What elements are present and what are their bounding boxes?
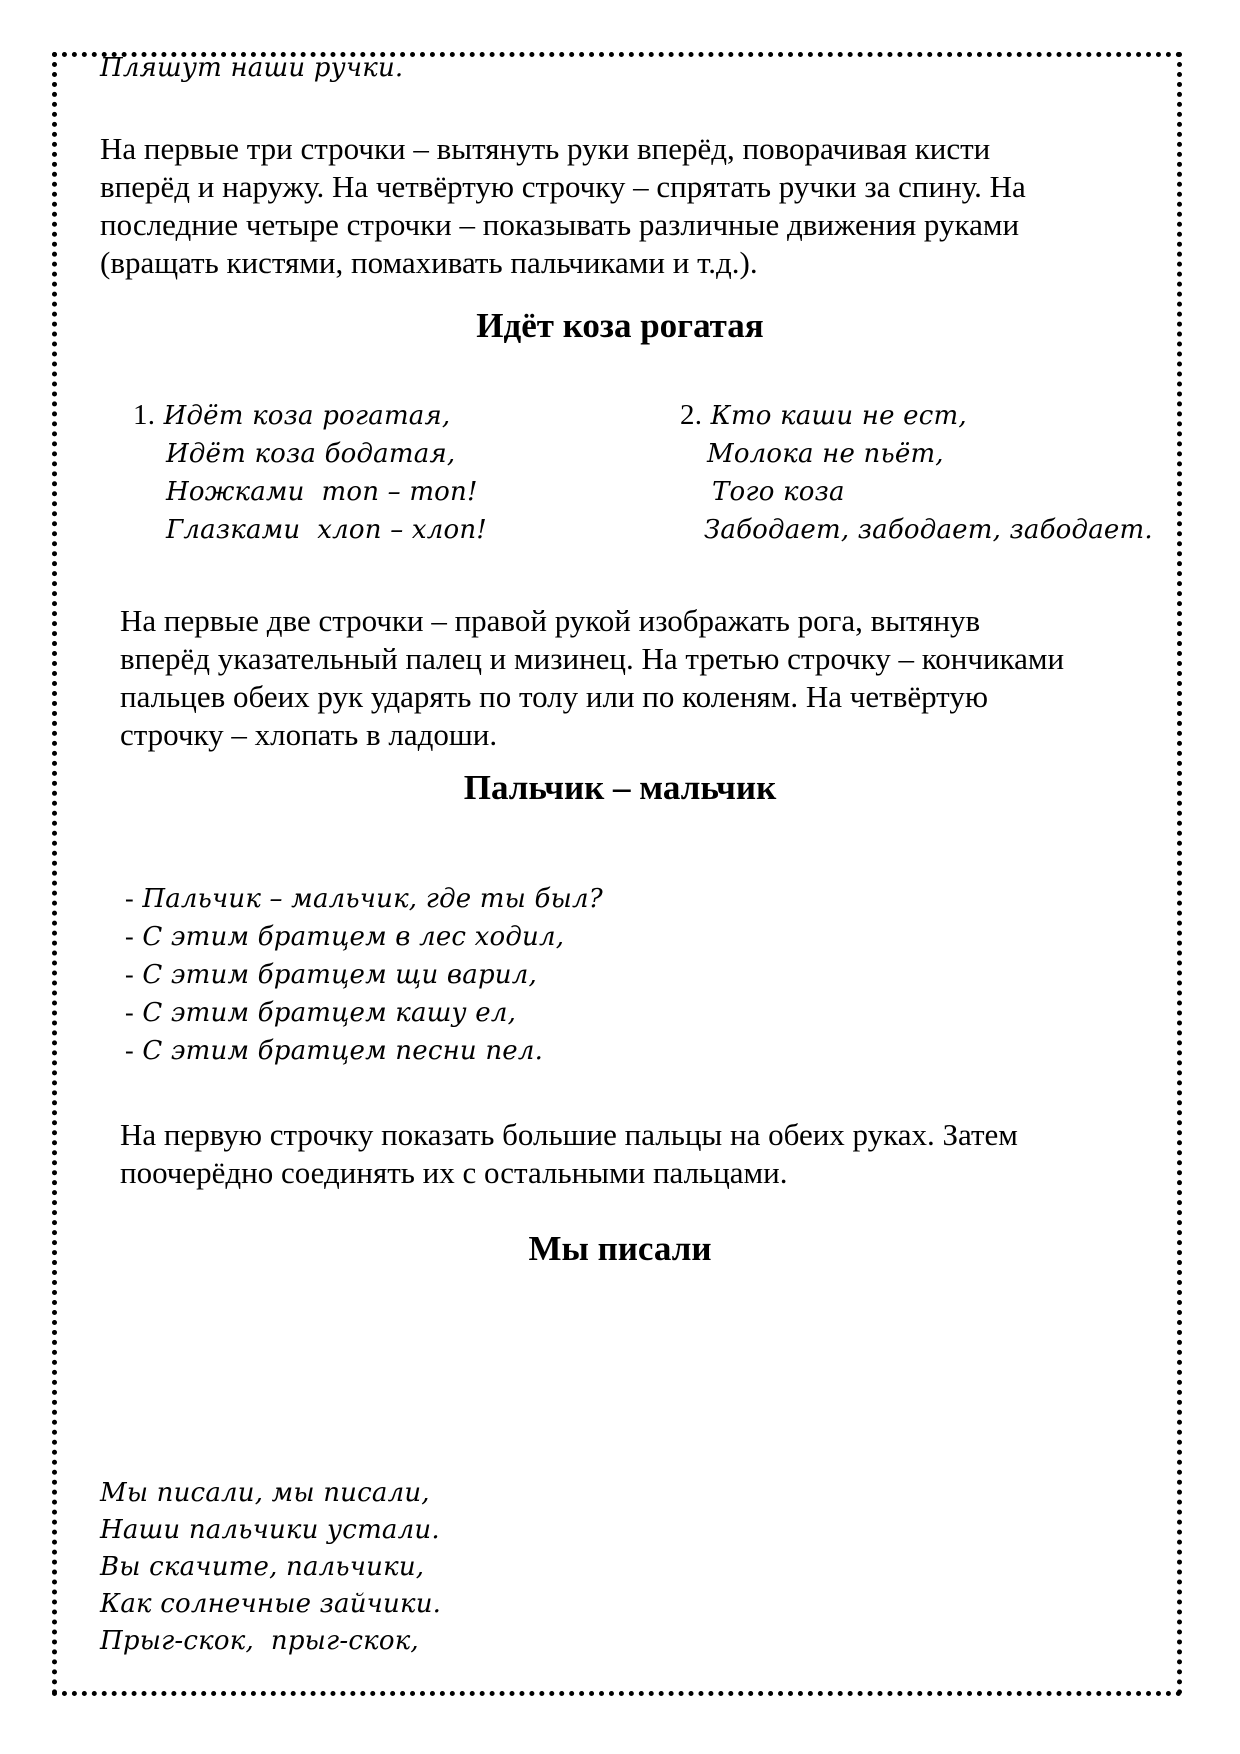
intro-instruction-paragraph xyxy=(100,130,1026,282)
paragraph-line: последние четыре строчки – показывать различные движения руками xyxy=(100,207,1020,242)
paragraph-line: На первую строчку показать большие пальцы на обеих руках. Затем xyxy=(120,1117,1018,1152)
stanza-line: 1. Идёт коза рогатая, xyxy=(133,399,451,431)
verse-line: Вы скачите, пальчики, xyxy=(100,1552,425,1582)
paragraph-line: (вращать кистями, помахивать пальчиками и т.д.). xyxy=(100,245,758,280)
stanza-line: 2. Кто каши не ест, xyxy=(680,399,967,431)
verse-line: Наши пальчики устали. xyxy=(100,1515,440,1545)
verse-line: Прыг-скок, прыг-скок, xyxy=(100,1626,419,1656)
verse-line: - С этим братцем в лес ходил, xyxy=(125,922,565,952)
section-title-palchik-malchik: Пальчик – мальчик xyxy=(463,768,777,807)
stanza-number: 2. xyxy=(680,399,703,431)
stanza-number: 1. xyxy=(133,399,156,431)
section-title-ideot-koza: Идёт коза рогатая xyxy=(476,306,764,345)
section-title-my-pisali: Мы писали xyxy=(528,1229,712,1268)
stanza-line: Ножками топ – топ! xyxy=(166,477,478,507)
verse-line: - Пальчик – мальчик, где ты был? xyxy=(125,884,603,914)
section2-instruction-paragraph xyxy=(120,1116,1018,1192)
palchik-verse xyxy=(125,880,603,1070)
section1-instruction-paragraph xyxy=(120,602,1064,754)
stanza-line: Глазками хлоп – хлоп! xyxy=(166,515,487,545)
paragraph-line: На первые три строчки – вытянуть руки вперёд, поворачивая кисти xyxy=(100,131,991,166)
stanza-line: Идёт коза бодатая, xyxy=(166,439,456,469)
stanza-2 xyxy=(680,396,1153,549)
stanza-1 xyxy=(133,396,487,549)
dotted-page-border xyxy=(52,52,1182,1696)
paragraph-line: На первые две строчки – правой рукой изображать рога, вытянув xyxy=(120,603,981,638)
stanza-line: Того коза xyxy=(712,477,845,507)
verse-line: - С этим братцем песни пел. xyxy=(125,1036,544,1066)
stanza-line: Забодает, забодает, забодает. xyxy=(704,515,1153,545)
stanza-line: Молока не пьёт, xyxy=(707,439,944,469)
verse-line: Мы писали, мы писали, xyxy=(100,1478,430,1508)
paragraph-line: вперёд указательный палец и мизинец. На третью строчку – кончиками xyxy=(120,641,1065,676)
my-pisali-verse xyxy=(100,1475,441,1660)
verse-line: - С этим братцем щи варил, xyxy=(125,960,537,990)
paragraph-line: вперёд и наружу. На четвёртую строчку – спрятать ручки за спину. На xyxy=(100,169,1026,204)
intro-verse-line: Пляшут наши ручки. xyxy=(100,53,404,83)
verse-line: - С этим братцем кашу ел, xyxy=(125,998,517,1028)
verse-line: Как солнечные зайчики. xyxy=(100,1589,442,1619)
paragraph-line: пальцев обеих рук ударять по толу или по коленям. На четвёртую xyxy=(120,679,988,714)
paragraph-line: строчку – хлопать в ладоши. xyxy=(120,717,498,752)
paragraph-line: поочерёдно соединять их с остальными пальцами. xyxy=(120,1155,788,1190)
